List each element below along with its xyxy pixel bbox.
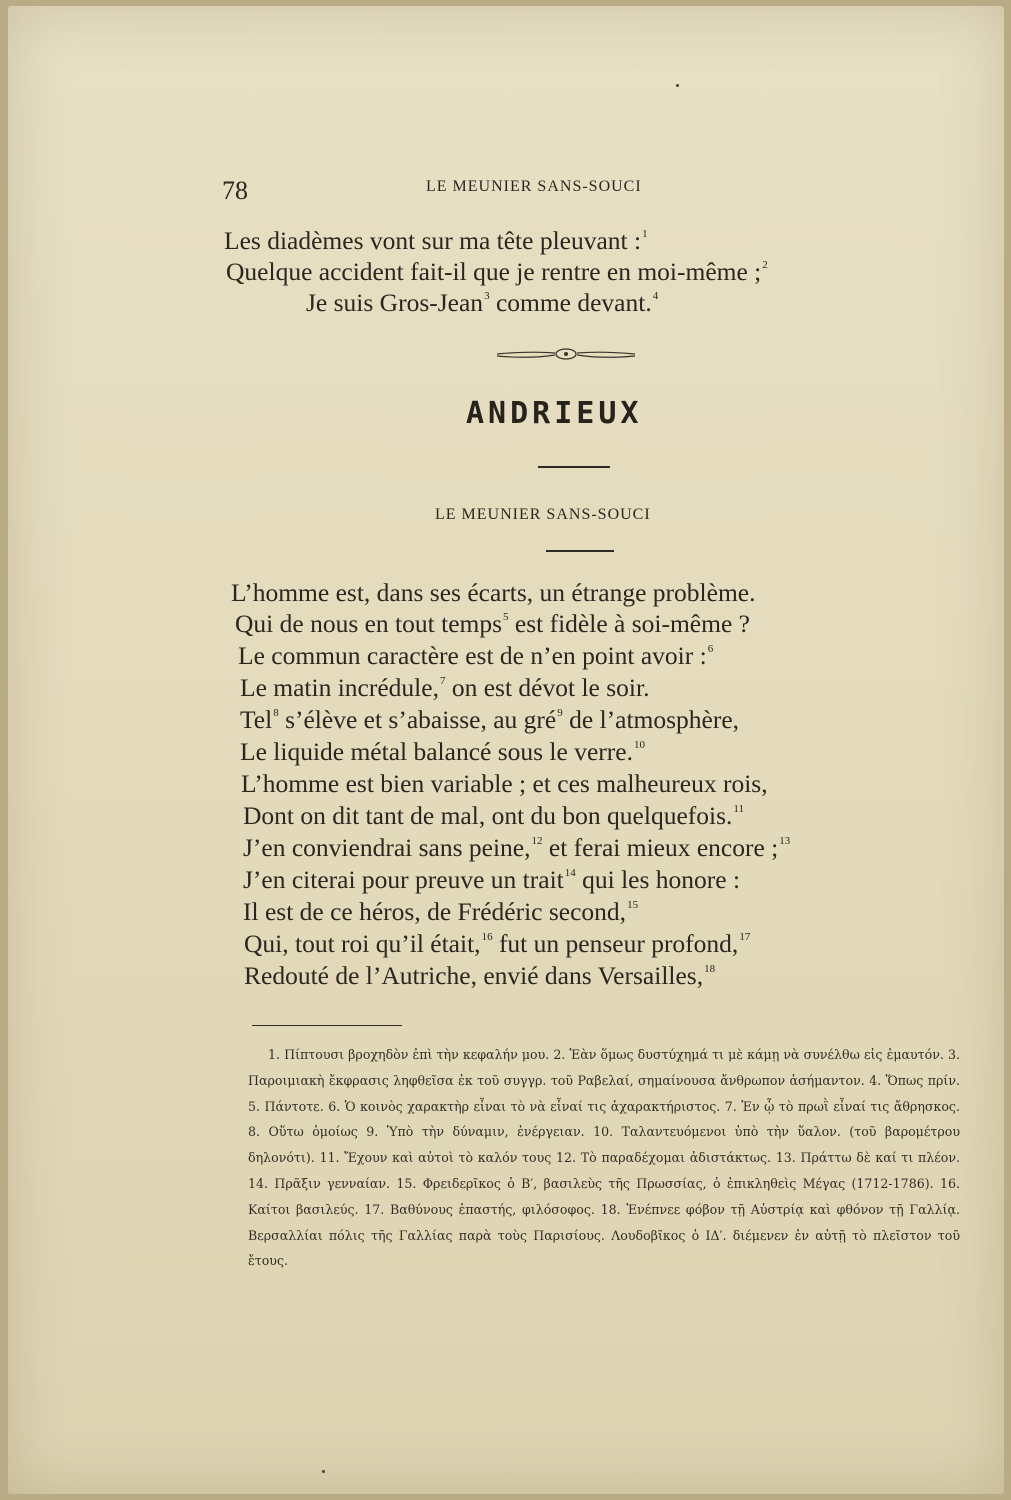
verse-line: Il est de ce héros, de Frédéric second,$^{15}$ — [243, 897, 639, 926]
verse-line: Le matin incrédule,$^7$ on est dévot le soir. — [240, 673, 650, 702]
verse-line: Qui de nous en tout temps$^5$ est fidèle à soi-même ? — [235, 609, 750, 638]
verse-line: J’en conviendrai sans peine,$^{12}$ et ferai mieux encore ;$^{13}$ — [243, 833, 791, 862]
footnotes: 1. Πίπτουσι βροχηδὸν ἐπὶ τὴν κεφαλήν μου. 2. Ἐὰν ὅμως δυστύχημά τι μὲ κάμῃ νὰ συνέλθω εἰς ἐμαυτόν. 3. Παροιμιακὴ ἔκφρασις ληφθεῖσα ἐκ τοῦ συγγρ. τοῦ Ραβελαί, σημαίνουσα ἄνθρωπον ἀσήμαντον. 4. Ὅπως πρίν. 5. Πάντοτε. 6. Ὁ κοινὸς χαρακτὴρ εἶναι τὸ νὰ εἶναί τις ἀχαρακτήριστος. 7. Ἐν ᾧ τὸ πρωῒ εἶναί τις ἄθρησκος. 8. Οὕτω ὁμοίως 9. Ὑπὸ τὴν δύναμιν, ἐνέργειαν. 10. Ταλαντευόμενοι ὑπὸ τὴν ὕαλον. (τοῦ βαρομέτρου δηλονότι). 11. Ἔχουν καὶ αὐτοὶ τὸ καλόν τους 12. Τὸ παραδέχομαι ἀδιστάκτως. 13. Πράττω δὲ καί τι πλέον. 14. Πρᾶξιν γενναίαν. 15. Φρειδερῖκος ὁ Β′, βασιλεὺς τῆς Πρωσσίας, ὁ ἐπικληθεὶς Μέγας (1712-1786). 16. Καίτοι βασιλεύς. 17. Βαθύνους ἐπαστής, φιλόσοφος. 18. Ἐνέπνεε φόβον τῇ Αὐστρίᾳ καὶ φθόνον τῇ Γαλλίᾳ. Βερσαλλίαι πόλις τῆς Γαλλίας παρὰ τοὺς Παρισίους. Λουδοβῖκος ὁ ΙΔ′. διέμενεν ἐν αὐτῇ τὸ πλεῖστον τοῦ ἔτους. — [248, 1047, 960, 1269]
verse-line: Redouté de l’Autriche, envié dans Versailles,$^{18}$ — [244, 961, 716, 990]
verse-line: Dont on dit tant de mal, ont du bon quelquefois.$^{11}$ — [243, 801, 744, 830]
verse-line: Je suis Gros-Jean$^3$ comme devant.$^4$ — [306, 288, 659, 317]
verse-line: L’homme est, dans ses écarts, un étrange problème. — [231, 578, 756, 607]
verse-line: Le liquide métal balancé sous le verre.$^{10}$ — [240, 737, 645, 766]
verse-line: J’en citerai pour preuve un trait$^{14}$ qui les honore : — [243, 865, 741, 894]
verse-line: Tel$^8$ s’élève et s’abaisse, au gré$^9$ de l’atmosphère, — [240, 705, 740, 734]
page-speck — [322, 1470, 325, 1473]
title-rule — [546, 550, 614, 552]
verse-line: L’homme est bien variable ; et ces malheureux rois, — [241, 769, 768, 798]
verse-line: Les diadèmes vont sur ma tête pleuvant :$^1$ — [224, 226, 648, 255]
running-title: LE MEUNIER SANS-SOUCI — [426, 178, 642, 195]
verse-line: Qui, tout roi qu’il était,$^{16}$ fut un penseur profond,$^{17}$ — [244, 929, 751, 958]
page-number: 78 — [222, 176, 248, 205]
author-heading: ANDRIEUX — [466, 396, 643, 431]
title-rule — [538, 466, 610, 468]
page-speck — [676, 84, 679, 87]
verse-line: Quelque accident fait-il que je rentre en moi-même ;$^2$ — [226, 257, 768, 286]
poem-title: LE MEUNIER SANS-SOUCI — [435, 506, 651, 523]
verse-line: Le commun caractère est de n’en point avoir :$^6$ — [238, 641, 714, 670]
ornament-divider — [495, 344, 637, 364]
running-head — [222, 170, 782, 210]
footnote-rule — [252, 1025, 402, 1026]
